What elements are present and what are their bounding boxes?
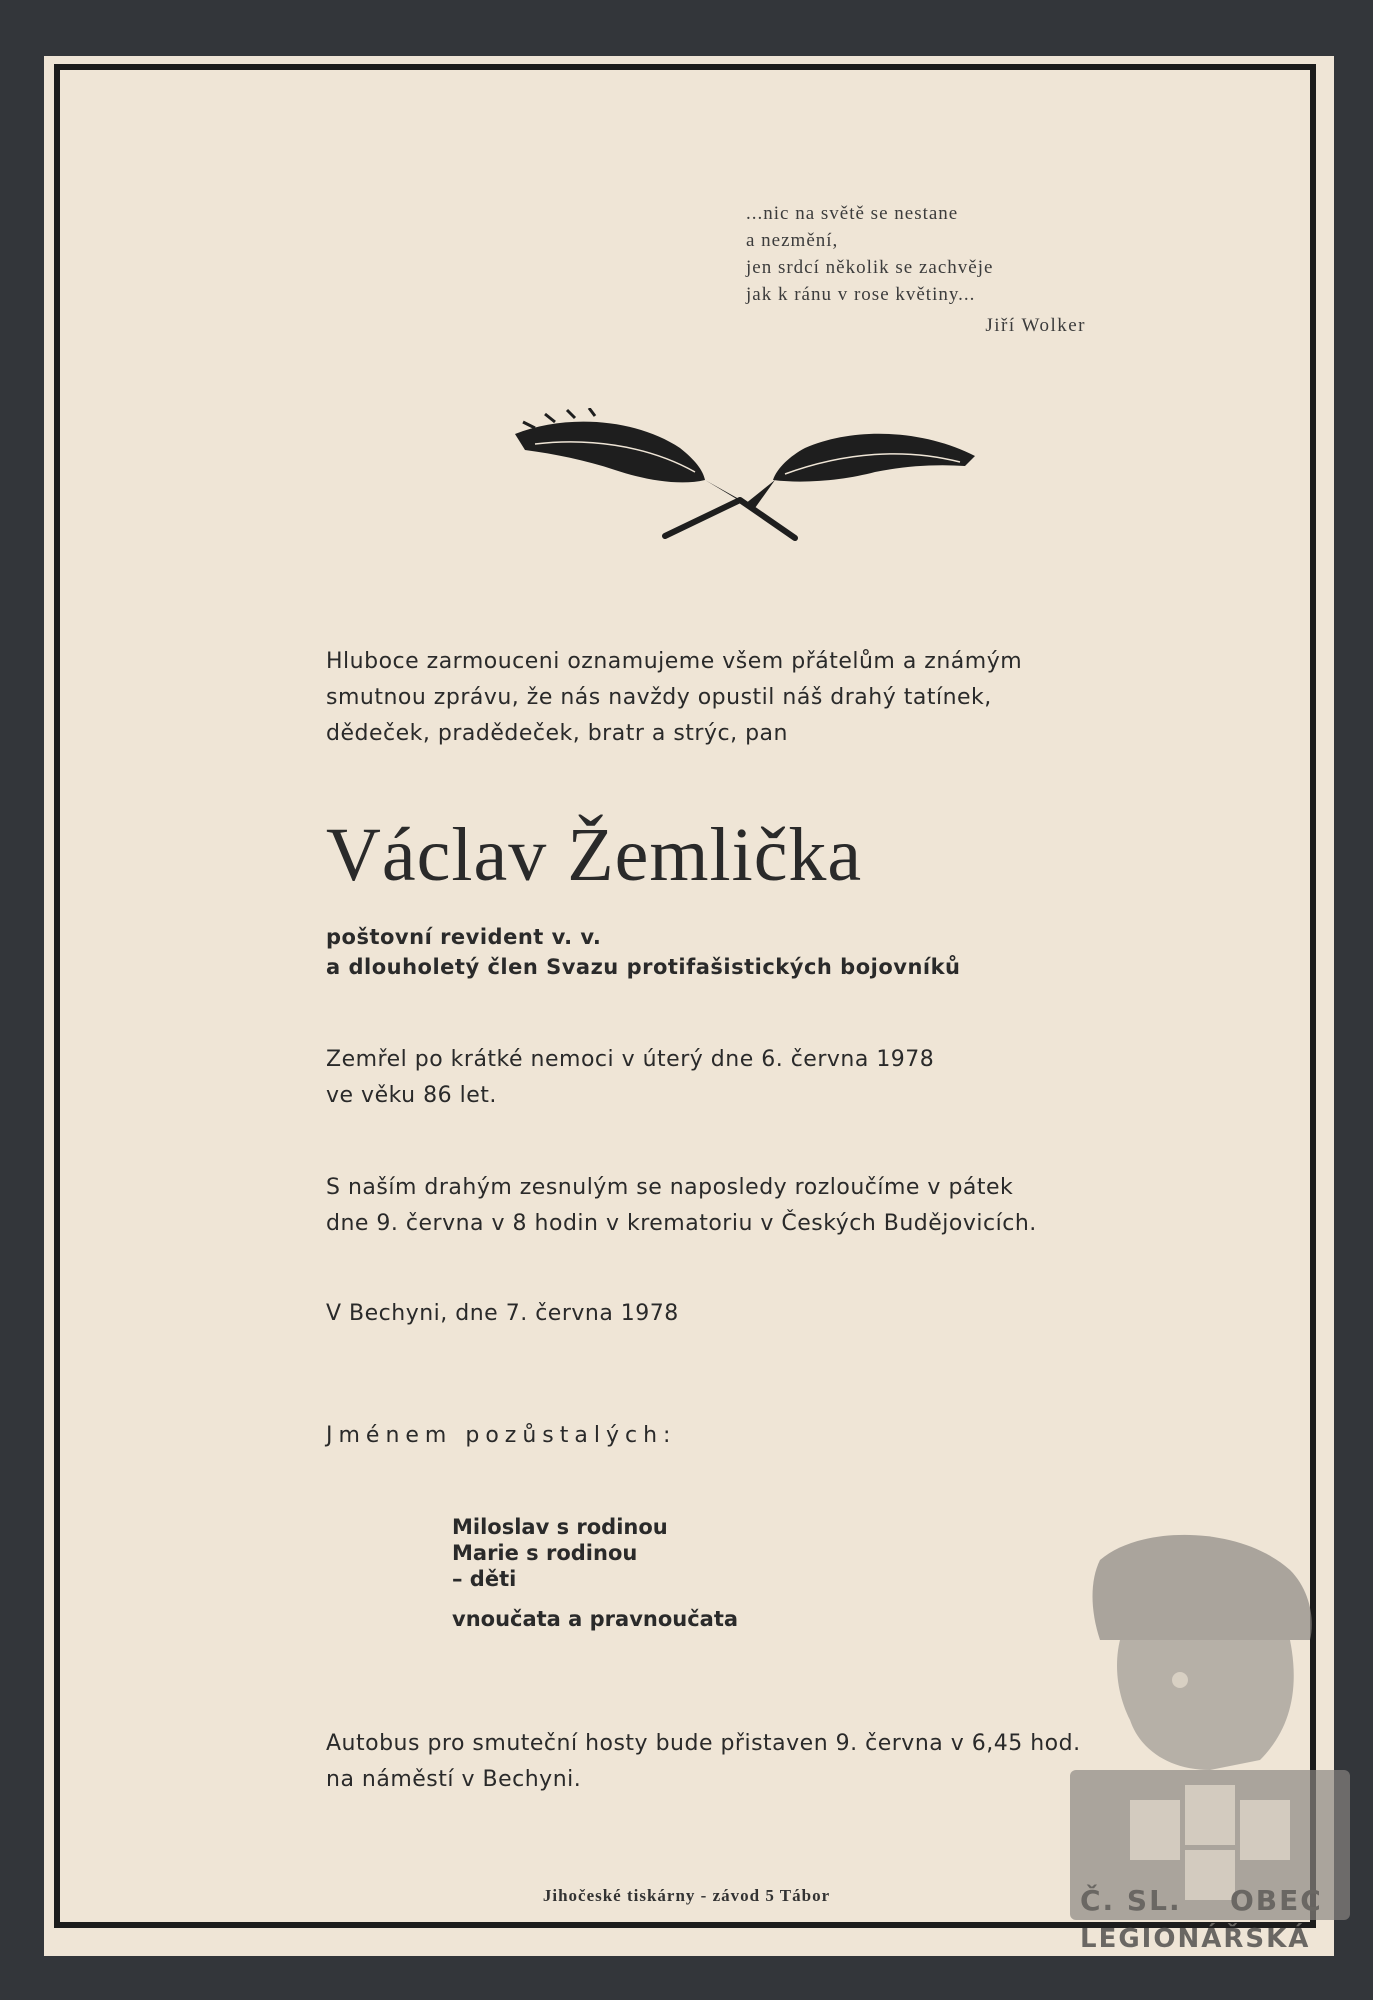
farewell-line: dne 9. června v 8 hodin v krematoriu v Českých Budějovicích. [326, 1211, 1037, 1236]
bus-line: Autobus pro smuteční hosty bude přistaven 9. června v 6,45 hod. [326, 1731, 1081, 1756]
crossed-palm-branches-icon [505, 408, 985, 548]
farewell-notice [326, 1170, 1146, 1242]
place-date: V Bechyni, dne 7. června 1978 [326, 1301, 679, 1326]
epigraph-line: a nezmění, [746, 230, 839, 251]
deceased-name: Václav Žemlička [326, 813, 863, 897]
death-line: ve věku 86 let. [326, 1083, 497, 1108]
epigraph-line: ...nic na světě se nestane [746, 203, 959, 224]
epigraph [746, 200, 1086, 339]
printer-imprint: Jihočeské tiskárny - závod 5 Tábor [542, 1886, 831, 1905]
announcement [326, 644, 1086, 752]
stamp-text-left: Č. SL. [1080, 1884, 1182, 1917]
survivor-name: Miloslav s rodinou [452, 1515, 668, 1539]
epigraph-line: jak k ránu v rose květiny... [746, 284, 976, 305]
bus-notice [326, 1726, 1186, 1798]
grandchildren: vnoučata a pravnoučata [452, 1607, 739, 1631]
stamp-text-bottom: LEGIONÁŘSKÁ [1080, 1924, 1311, 1954]
survivors-list [452, 1514, 852, 1632]
announcement-line: dědeček, pradědeček, bratr a strýc, pan [326, 721, 788, 746]
epigraph-author: Jiří Wolker [985, 315, 1086, 336]
survivors-heading: Jménem pozůstalých: [326, 1423, 677, 1448]
announcement-line: smutnou zprávu, že nás navždy opustil náš drahý tatínek, [326, 685, 992, 710]
death-line: Zemřel po krátké nemoci v úterý dne 6. června 1978 [326, 1047, 935, 1072]
epigraph-line: jen srdcí několik se zachvěje [746, 257, 994, 278]
deceased-titles [326, 922, 1086, 982]
announcement-line: Hluboce zarmouceni oznamujeme všem přátelům a známým [326, 649, 1023, 674]
death-notice [326, 1042, 1086, 1114]
title-line: a dlouholetý člen Svazu protifašistických bojovníků [326, 955, 961, 979]
survivor-name: – děti [452, 1567, 517, 1591]
survivor-name: Marie s rodinou [452, 1541, 638, 1565]
bus-line: na náměstí v Bechyni. [326, 1767, 582, 1792]
farewell-line: S naším drahým zesnulým se naposledy rozloučíme v pátek [326, 1175, 1014, 1200]
stamp-text-right: OBEC [1230, 1884, 1323, 1917]
title-line: poštovní revident v. v. [326, 925, 602, 949]
